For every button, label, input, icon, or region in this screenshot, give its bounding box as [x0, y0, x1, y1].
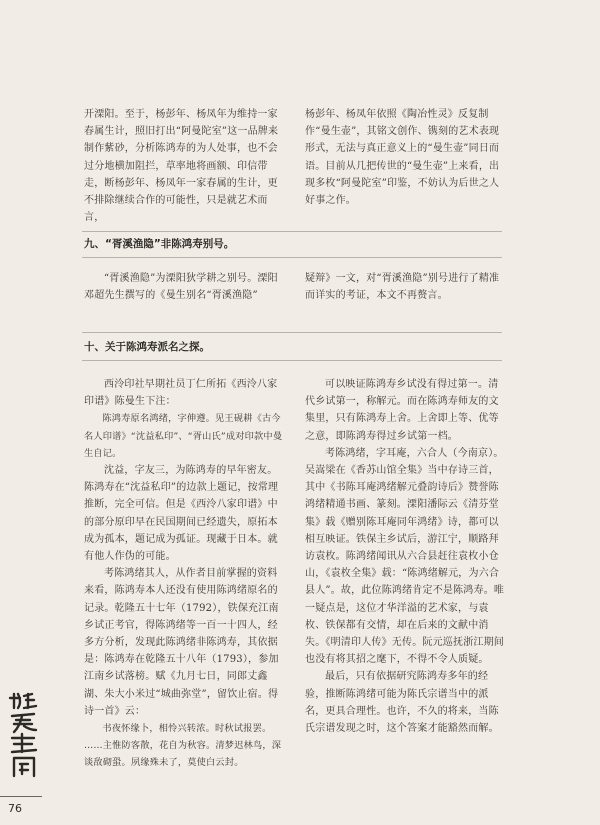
paragraph: 沈益，字友三，为陈鸿寿的早年密友。陈鸿寿在“沈益私印”的边款上题记，按常理推断，完全可信。但是《西泠八家印谱》中的部分原印早在民国期间已经遗失，原拓本成为孤本，题记成为孤证。现藏于日本。就有他人作伪的可能。 — [84, 465, 279, 563]
paragraph: 开溧阳。至于，杨彭年、杨凤年为维持一家春属生计，照旧打出“阿曼陀室”这一品牌来制作紫砂，分析陈鸿寿的为人处事，也不会过分地横加阻拦，草率地将画额、印信带走，断杨彭年、杨凤年一家春属的生计，更不排除继续合作的可能性，只是就艺术而言， — [84, 109, 279, 224]
paragraph: 可以映证陈鸿寿乡试没有得过第一。清代乡试第一，称解元。而在陈鸿寿师友的文集里，只有陈鸿寿上舍。上舍即上等、优等之意，即陈鸿寿得过乡试第一档。 — [305, 379, 499, 442]
section-9-left-column — [84, 270, 284, 304]
poem-line: ……主惟防客散，花自为秋容。清梦迟林鸟，深谈敌砌蛩。夙缘殊未了，莫使白云封。 — [84, 740, 282, 769]
section-10-heading: 十、关于陈鸿寿派名之探。 — [84, 341, 210, 353]
section-rule — [82, 332, 502, 333]
section-10-left-column — [84, 376, 284, 772]
paragraph: “胥溪渔隐”为溧阳狄学耕之别号。溧阳邓超先生撰写的《曼生别名“胥溪渔隐” — [84, 273, 278, 302]
top-left-column — [84, 106, 284, 226]
section-9-heading: 九、“胥溪渔隐”非陈鸿寿别号。 — [84, 238, 235, 250]
paragraph: 考陈鸿绪，字耳庵，六合人（今南京）。吴嵩梁在《香苏山馆全集》当中存诗三首，其中《书陈耳庵鸿绪解元叠韵诗后》赞誉陈鸿绪精通书画、篆刻。溧阳潘际云《清芬堂集》载《赠别陈耳庵同年鸿绪》诗，都可以相互映证。铁保主乡试后，游江宁，顺路拜访袁枚。陈鸿绪闻讯从六合县赶往袁枚小仓山，《袁枚全集》载：“陈鸿绪解元，为六合县人”。故，此位陈鸿绪肯定不是陈鸿寿。唯一疑点是，这位才华洋溢的艺术家，与袁枚、铁保都有交情，却在后来的文献中消失。《明清印人传》无传。阮元巡抚浙江期间也没有将其招之麾下，不得不令人质疑。 — [305, 447, 505, 666]
paragraph: 杨彭年、杨凤年依照《陶冶性灵》反复制作“曼生壶”，其铭文创作、镌刻的艺术表现形式，无法与真正意义上的“曼生壶”同日而语。目前从几把传世的“曼生壶”上来看，出现多枚“阿曼陀室”印鉴，不妨认为后世之人好事之作。 — [305, 109, 500, 207]
paragraph: 考陈鸿绪其人，从作者目前掌握的资料来看，陈鸿寿本人还没有使用陈鸿绪原名的记录。乾隆五十七年（1792），铁保充江南乡试正考官，得陈鸿绪等一百一十四人，经多方分析，发现此陈鸿绪非陈鸿寿，其依据是：陈鸿寿在乾隆五十八年（1793），参加江南乡试落榜。赋《九月七日，同郎丈鑫湖、朱大小米过“城曲弥堂”，留饮止宿。得诗一首》云： — [84, 568, 279, 717]
paragraph: 西泠印社早期社员丁仁所拓《西泠八家印谱》陈曼生下注： — [84, 379, 278, 408]
poem-line: 书夜怀缘卜，相怜兴转浓。时秋试报罢。 — [102, 723, 272, 735]
section-rule — [82, 257, 502, 258]
page-number: 76 — [8, 802, 22, 815]
logo-text: 陳鳴壽印 — [6, 782, 10, 783]
section-rule — [82, 231, 502, 232]
top-right-column — [305, 106, 507, 209]
calligraphy-logo — [6, 690, 52, 782]
paragraph: 最后，只有依据研究陈鸿寿多年的经验，推断陈鸿绪可能为陈氏宗谱当中的派名，更具合理性。也许，不久的将来，当陈氏宗谱发现之时，这个答案才能豁然而解。 — [305, 671, 499, 735]
page-number-rule — [0, 796, 42, 797]
section-9-right-column — [305, 270, 507, 304]
quote-block: 陈鸿寿原名鸿绪，字伸遵。见王砚耕《古今名人印谱》“沈益私印”、“胥山氏”成对印款中曼生自记。 — [84, 413, 283, 459]
section-10-right-column — [305, 376, 507, 737]
section-rule — [82, 360, 502, 361]
paragraph: 疑辩》一文，对“胥溪渔隐”别号进行了精准而详实的考证，本文不再赘言。 — [305, 273, 500, 302]
